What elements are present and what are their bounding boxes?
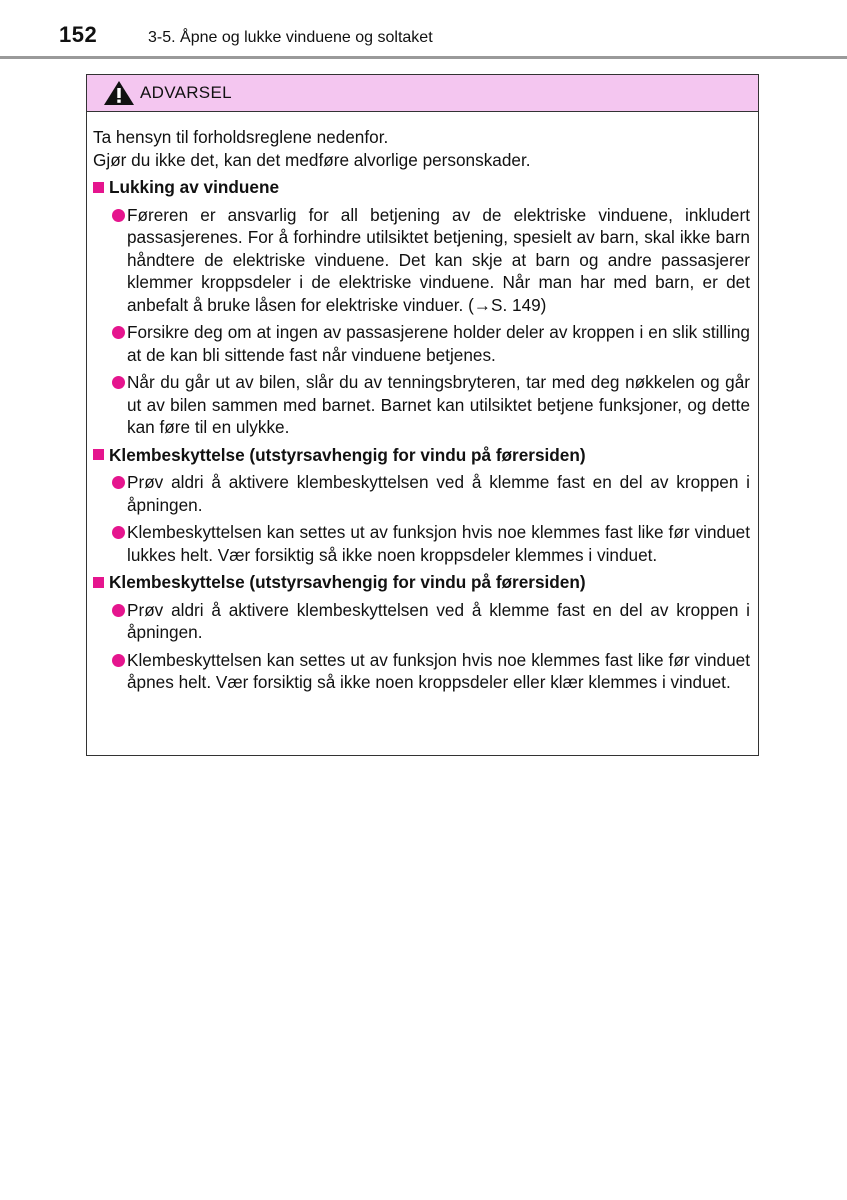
chapter-title: 3-5. Åpne og lukke vinduene og soltaket <box>148 29 433 46</box>
section-heading-text: Lukking av vinduene <box>109 177 280 197</box>
page-number: 152 <box>59 22 98 47</box>
list-item <box>93 321 750 366</box>
warning-label: ADVARSEL <box>140 83 232 102</box>
circle-bullet-icon <box>112 654 125 667</box>
square-bullet-icon <box>93 182 104 193</box>
page-header <box>0 0 847 60</box>
circle-bullet-icon <box>112 604 125 617</box>
intro-line: Gjør du ikke det, kan det medføre alvorlige personskader. <box>93 149 531 170</box>
list-item-text: Klembeskyttelsen kan settes ut av funksjon hvis noe klemmes fast like før vinduet åpnes helt. Vær forsiktig så ikke noen kroppsdeler eller klær klemmes i vinduet. <box>127 649 750 692</box>
list-item <box>93 204 750 317</box>
list-item-text: Når du går ut av bilen, slår du av tenningsbryteren, tar med deg nøkkelen og går ut av bilen sammen med barnet. Barnet kan utilsiktet betjene funksjoner, og dette kan føre til en ulykke. <box>127 372 750 437</box>
circle-bullet-icon <box>112 376 125 389</box>
section-heading <box>93 571 750 594</box>
section-heading-text: Klembeskyttelse (utstyrsavhengig for vindu på førersiden) <box>109 572 586 592</box>
list-item <box>93 471 750 516</box>
list-item <box>93 649 750 694</box>
intro-line: Ta hensyn til forholdsreglene nedenfor. <box>93 127 389 147</box>
list-item <box>93 521 750 566</box>
list-item-text: Føreren er ansvarlig for all betjening av de elektriske vinduene, inkludert passasjerenes. For å forhindre utilsiktet betjening, spesielt av barn, skal ikke barn håndtere de elektriske vinduene. Det kan skje at barn og andre passasjerer klemmer kroppsdeler i de elektriske vinduene. Når man har med barn, er det anbefalt å bruke låsen for elektriske vinduer. (→S. 149) <box>127 204 750 315</box>
circle-bullet-icon <box>112 326 125 339</box>
list-item <box>93 599 750 644</box>
list-item-text: Prøv aldri å aktivere klembeskyttelsen ved å klemme fast en del av kroppen i åpningen. <box>127 599 750 642</box>
section-heading <box>93 176 750 199</box>
warning-header <box>87 75 758 112</box>
circle-bullet-icon <box>112 526 125 539</box>
header-rule <box>0 56 847 59</box>
circle-bullet-icon <box>112 476 125 489</box>
list-item-text: Klembeskyttelsen kan settes ut av funksjon hvis noe klemmes fast like før vinduet lukkes helt. Vær forsiktig så ikke noen kroppsdeler klemmes i vinduet. <box>127 522 750 565</box>
warning-body <box>87 112 758 694</box>
square-bullet-icon <box>93 577 104 588</box>
section-heading-text: Klembeskyttelse (utstyrsavhengig for vindu på førersiden) <box>109 444 586 465</box>
section-heading <box>93 444 750 467</box>
list-item <box>93 371 750 439</box>
list-item-text: Forsikre deg om at ingen av passasjerene holder deler av kroppen i en slik stilling at de kan bli sittende fast når vinduene betjenes. <box>127 322 750 365</box>
circle-bullet-icon <box>112 209 125 222</box>
warning-box <box>86 74 759 756</box>
warning-triangle-icon <box>103 80 135 106</box>
square-bullet-icon <box>93 449 104 460</box>
list-item-text: Prøv aldri å aktivere klembeskyttelsen ved å klemme fast en del av kroppen i åpningen. <box>127 472 750 515</box>
